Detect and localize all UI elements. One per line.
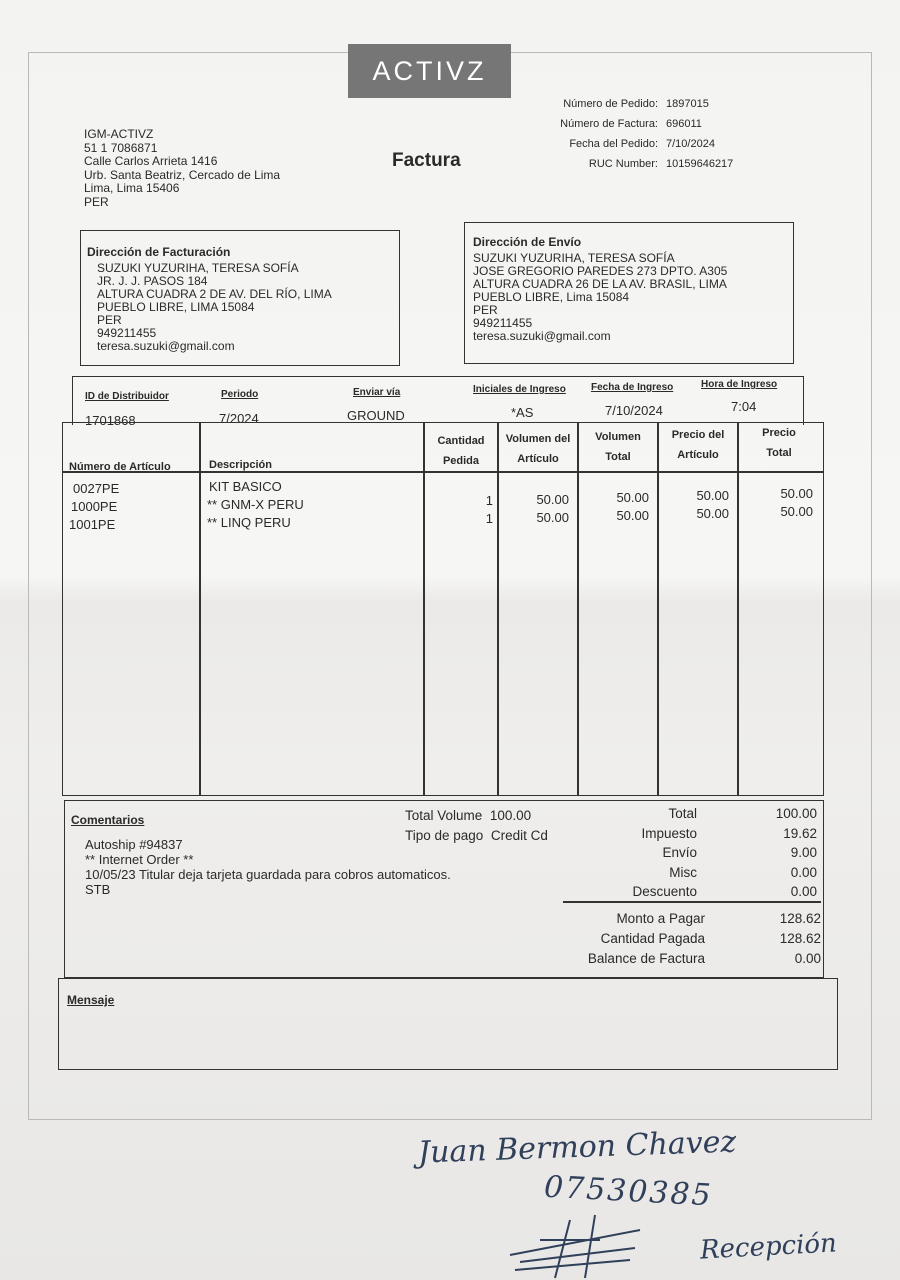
company-line: Urb. Santa Beatriz, Cercado de Lima — [84, 167, 281, 182]
signature-mark — [500, 1200, 650, 1280]
entry-initials-label: Iniciales de Ingreso — [473, 384, 566, 395]
period-value: 7/2024 — [219, 411, 259, 426]
header-text: Volumen del — [505, 433, 571, 445]
shipping-line: PER — [473, 303, 498, 317]
billing-line: 949211455 — [97, 326, 157, 340]
amount-due-label: Monto a Pagar — [616, 911, 705, 926]
billing-line: SUZUKI YUZURIHA, TERESA SOFÍA — [97, 261, 299, 275]
item-price-total: 50.00 — [780, 486, 813, 501]
item-description: KIT BASICO — [209, 479, 282, 494]
item-volume-total: 50.00 — [616, 490, 649, 505]
total-label: Total — [668, 806, 697, 821]
column-divider — [737, 423, 739, 795]
total-volume-value: 100.00 — [489, 808, 532, 823]
billing-line: PUEBLO LIBRE, LIMA 15084 — [97, 300, 255, 314]
invoice-meta — [520, 94, 733, 174]
billing-address-box — [80, 230, 400, 366]
item-volume: 50.00 — [536, 510, 569, 525]
ruc-label: RUC Number: — [588, 158, 658, 170]
pay-type-value: Credit Cd — [490, 828, 548, 843]
shipping-line: ALTURA CUADRA 26 DE LA AV. BRASIL, LIMA — [473, 277, 727, 291]
shipping-address-box — [464, 222, 794, 364]
distributor-label: ID de Distribuidor — [85, 391, 169, 402]
totals-divider — [563, 901, 821, 903]
comment-line: 10/05/23 Titular deja tarjeta guardada para cobros automaticos. — [85, 867, 451, 882]
column-divider — [577, 423, 579, 795]
ship-via-label: Enviar vía — [353, 387, 401, 398]
shipping-title: Dirección de Envío — [473, 235, 582, 249]
item-qty: 1 — [485, 511, 493, 526]
item-description: ** GNM-X PERU — [207, 497, 304, 512]
company-address — [84, 128, 280, 209]
shipping-line: JOSE GREGORIO PAREDES 273 DPTO. A305 — [473, 264, 728, 278]
message-title: Mensaje — [67, 993, 115, 1007]
header-text: Cantidad — [437, 435, 485, 447]
item-code: 1001PE — [69, 517, 116, 532]
item-description: ** LINQ PERU — [207, 515, 291, 530]
activz-logo — [348, 44, 511, 98]
discount-value: 0.00 — [790, 884, 817, 899]
header-text: Pedida — [442, 455, 480, 467]
item-volume: 50.00 — [536, 492, 569, 507]
header-text: Volumen — [595, 431, 641, 443]
shipping-cost-label: Envío — [662, 845, 697, 860]
total-volume-label: Total Volume — [405, 808, 483, 823]
period-label: Periodo — [221, 389, 259, 400]
order-date-value: 7/10/2024 — [666, 138, 715, 150]
entry-initials-value: *AS — [511, 405, 534, 420]
message-box — [58, 978, 838, 1070]
billing-title: Dirección de Facturación — [87, 245, 231, 259]
item-volume-total: 50.00 — [616, 508, 649, 523]
misc-value: 0.00 — [790, 864, 817, 880]
shipping-line: 949211455 — [473, 316, 533, 330]
header-text: Artículo — [677, 449, 719, 461]
totals-block — [605, 804, 817, 902]
shipping-cost-value: 9.00 — [790, 845, 817, 860]
comment-line: Autoship #94837 — [85, 837, 183, 852]
column-divider — [423, 423, 425, 795]
shipping-line: PUEBLO LIBRE, Lima 15084 — [473, 290, 630, 304]
billing-line: teresa.suzuki@gmail.com — [97, 339, 235, 353]
handwritten-note: Recepción — [699, 1228, 838, 1266]
amount-paid-value: 128.62 — [779, 931, 821, 946]
invoice-number-value: 696011 — [666, 118, 702, 130]
item-code: 0027PE — [73, 481, 120, 496]
distributor-value: 1701868 — [85, 413, 136, 428]
total-value: 100.00 — [775, 806, 817, 821]
column-header-vol-total — [579, 427, 657, 467]
comment-line: ** Internet Order ** — [85, 852, 194, 867]
billing-line: PER — [97, 313, 122, 327]
document-title: Factura — [392, 150, 461, 171]
handwritten-name: Juan Bermon Chavez — [417, 1124, 737, 1171]
handwritten-id: 07530385 — [543, 1169, 714, 1214]
billing-line: ALTURA CUADRA 2 DE AV. DEL RÍO, LIMA — [97, 287, 332, 301]
amount-due-value: 128.62 — [779, 911, 821, 926]
header-text: Precio — [762, 427, 796, 439]
ruc-value: 10159646217 — [666, 158, 734, 170]
comments-title: Comentarios — [71, 813, 145, 827]
billing-line: JR. J. J. PASOS 184 — [97, 274, 208, 288]
payment-block — [555, 909, 821, 969]
column-header-price-item — [659, 425, 737, 465]
entry-date-label: Fecha de Ingreso — [591, 382, 674, 393]
company-line: Lima, Lima 15406 — [84, 181, 180, 195]
item-code: 1000PE — [71, 499, 118, 514]
misc-label: Misc — [669, 864, 697, 880]
order-number-value: 1897015 — [666, 98, 709, 110]
column-header-qty — [425, 431, 497, 471]
company-line: PER — [84, 194, 109, 209]
entry-date-value: 7/10/2024 — [605, 403, 663, 418]
order-info-box — [72, 376, 804, 428]
item-qty: 1 — [485, 493, 493, 508]
column-divider — [497, 423, 499, 795]
column-header-item-no: Número de Artículo — [69, 461, 171, 473]
discount-label: Descuento — [632, 884, 697, 899]
ship-via-value: GROUND — [347, 408, 405, 423]
order-number-label: Número de Pedido: — [563, 98, 658, 110]
invoice-number-label: Número de Factura: — [560, 118, 658, 130]
comments-body — [85, 837, 451, 897]
company-line: 51 1 7086871 — [84, 140, 158, 155]
brand-text: ACTIVZ — [372, 55, 487, 86]
comments-totals-box — [64, 800, 824, 978]
column-divider — [199, 423, 201, 795]
amount-paid-label: Cantidad Pagada — [600, 931, 705, 946]
item-price: 50.00 — [696, 506, 729, 521]
header-text: Total — [605, 451, 631, 463]
entry-time-value: 7:04 — [731, 399, 757, 414]
column-header-description: Descripción — [209, 459, 272, 471]
invoice-balance-value: 0.00 — [794, 951, 821, 966]
shipping-line: teresa.suzuki@gmail.com — [473, 329, 611, 343]
header-text: Precio del — [671, 429, 725, 441]
item-price: 50.00 — [696, 488, 729, 503]
header-divider — [63, 471, 823, 473]
items-table — [62, 422, 824, 796]
column-divider — [657, 423, 659, 795]
tax-value: 19.62 — [783, 825, 817, 841]
tax-label: Impuesto — [641, 825, 697, 841]
company-line: IGM-ACTIVZ — [84, 127, 154, 141]
column-header-price-total — [739, 423, 819, 463]
company-line: Calle Carlos Arrieta 1416 — [84, 154, 218, 168]
entry-time-label: Hora de Ingreso — [701, 379, 778, 390]
comment-line: STB — [85, 882, 111, 897]
header-text: Artículo — [517, 453, 559, 465]
order-date-label: Fecha del Pedido: — [569, 138, 658, 150]
item-price-total: 50.00 — [780, 504, 813, 519]
column-header-vol-item — [499, 429, 577, 469]
volume-pay-block — [405, 806, 548, 846]
shipping-line: SUZUKI YUZURIHA, TERESA SOFÍA — [473, 251, 675, 265]
header-text: Total — [766, 447, 792, 459]
invoice-balance-label: Balance de Factura — [587, 951, 705, 966]
pay-type-label: Tipo de pago — [405, 828, 484, 843]
